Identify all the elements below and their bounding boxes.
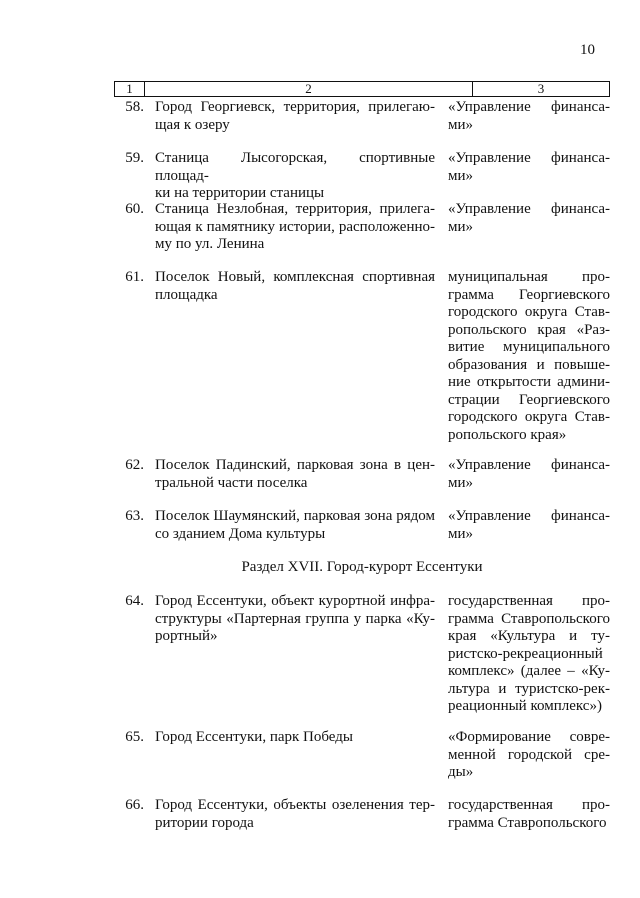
program-line: страции Георгиевского — [448, 391, 610, 408]
program-line: «Управление финанса- — [448, 99, 610, 115]
row-description — [155, 99, 435, 134]
description-line: Город Ессентуки, объекты озеленения тер- — [155, 797, 435, 813]
program-line: «Формирование совре- — [448, 729, 610, 745]
description-line: му по ул. Ленина — [155, 236, 265, 252]
row-number: 65. — [125, 729, 144, 745]
program-line: ропольского края «Раз- — [448, 321, 610, 338]
program-line: льтура и туристско-рек- — [448, 680, 610, 697]
program-line: «Управление финанса- — [448, 508, 610, 524]
table-header-cell-2: 2 — [145, 82, 473, 96]
description-line: ки на территории станицы — [155, 185, 325, 201]
row-description — [155, 457, 435, 492]
row-number: 62. — [125, 457, 144, 473]
program-line: муниципальная про- — [448, 269, 610, 285]
description-line: Город Ессентуки, парк Победы — [155, 729, 353, 745]
row-program — [448, 201, 610, 236]
description-line: тральной части поселка — [155, 474, 308, 491]
page-number: 10 — [580, 42, 595, 58]
table-header-row — [114, 81, 610, 97]
description-line: Станица Лысогорская, спортивные площад- — [155, 150, 435, 184]
program-line: образования и повыше- — [448, 356, 610, 373]
program-line: ние открытости админи- — [448, 374, 610, 390]
row-number: 59. — [125, 150, 144, 166]
row-number: 66. — [125, 797, 144, 813]
description-line: ющая к памятнику истории, расположенно- — [155, 218, 435, 235]
row-program — [448, 508, 610, 543]
description-line: структуры «Партерная группа у парка «Ку- — [155, 610, 435, 627]
row-number: 64. — [125, 593, 144, 609]
program-line: государственная про- — [448, 593, 610, 609]
description-line: щая к озеру — [155, 116, 230, 133]
program-line: ропольского края» — [448, 426, 567, 443]
table-header-cell-1: 1 — [115, 82, 145, 96]
section-title: Раздел XVII. Город-курорт Ессентуки — [241, 559, 483, 575]
description-line: Станица Незлобная, территория, прилега- — [155, 201, 435, 217]
program-line: ды» — [448, 764, 474, 780]
program-line: края «Культура и ту- — [448, 628, 610, 644]
row-program — [448, 729, 610, 782]
row-program — [448, 457, 610, 492]
description-line: Поселок Новый, комплексная спортивная — [155, 269, 435, 285]
description-line: Город Георгиевск, территория, прилегаю- — [155, 99, 435, 115]
program-line: реационный комплекс») — [448, 698, 602, 714]
program-line: витие муниципального — [448, 339, 610, 355]
program-line: грамма Ставропольского — [448, 814, 607, 831]
program-line: грамма Георгиевского — [448, 286, 610, 303]
program-line: комплекс» (далее – «Ку- — [448, 663, 610, 679]
description-line: Поселок Шаумянский, парковая зона рядом — [155, 508, 435, 524]
row-program — [448, 99, 610, 134]
description-line: площадка — [155, 286, 218, 303]
row-number: 60. — [125, 201, 144, 217]
program-line: государственная про- — [448, 797, 610, 813]
description-line: рортный» — [155, 628, 218, 644]
row-description — [155, 201, 435, 254]
program-line: «Управление финанса- — [448, 150, 610, 166]
program-line: городского округа Став- — [448, 304, 610, 320]
row-description — [155, 508, 435, 543]
row-description — [155, 150, 435, 203]
program-line: менной городской сре- — [448, 746, 610, 763]
program-line: ми» — [448, 167, 474, 184]
program-line: городского округа Став- — [448, 409, 610, 425]
row-program — [448, 593, 610, 716]
program-line: «Управление финанса- — [448, 201, 610, 217]
row-number: 61. — [125, 269, 144, 285]
program-line: ми» — [448, 474, 474, 491]
row-program — [448, 797, 610, 832]
program-line: ми» — [448, 525, 474, 542]
description-line: Поселок Падинский, парковая зона в цен- — [155, 457, 435, 473]
row-description — [155, 729, 435, 747]
description-line: ритории города — [155, 814, 254, 831]
description-line: Город Ессентуки, объект курортной инфра- — [155, 593, 435, 609]
row-program — [448, 150, 610, 185]
row-program — [448, 269, 610, 444]
row-description — [155, 797, 435, 832]
row-description — [155, 593, 435, 646]
program-line: ристско-рекреационный — [448, 645, 603, 662]
description-line: со зданием Дома культуры — [155, 525, 326, 542]
row-description — [155, 269, 435, 304]
row-number: 58. — [125, 99, 144, 115]
program-line: «Управление финанса- — [448, 457, 610, 473]
row-number: 63. — [125, 508, 144, 524]
program-line: ми» — [448, 116, 474, 133]
table-header-cell-3: 3 — [537, 81, 545, 96]
program-line: ми» — [448, 218, 474, 235]
program-line: грамма Ставропольского — [448, 610, 610, 627]
